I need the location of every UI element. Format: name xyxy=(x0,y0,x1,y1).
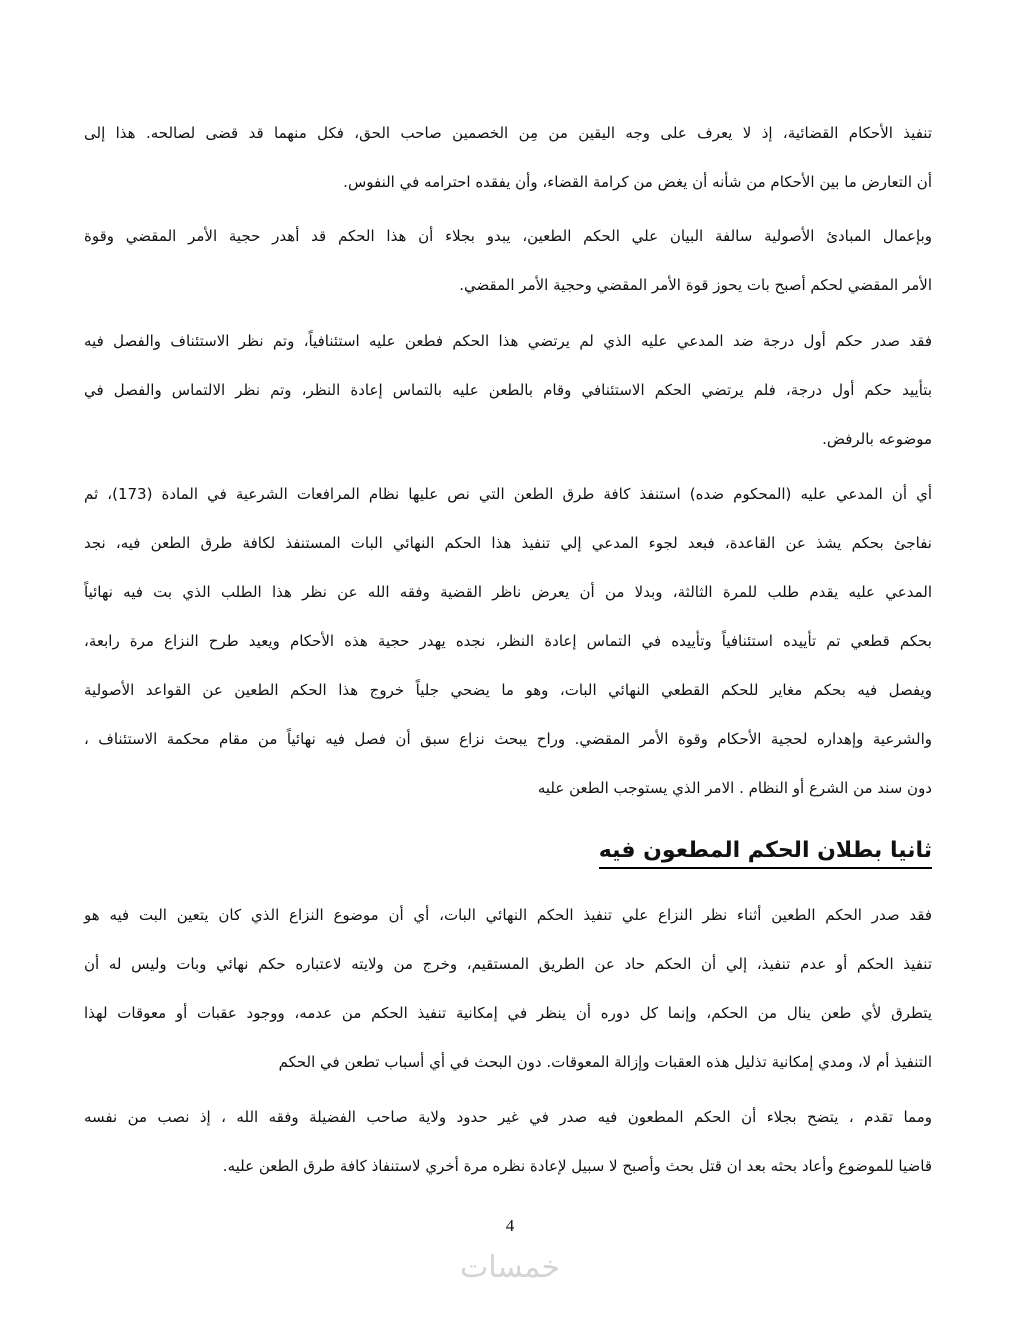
paragraph-5-line: يتطرق لأي طعن ينال من الحكم، وإنما كل دوره أن ينظر في إمكانية تنفيذ الحكم من عدمه، ووجود عقبات أو معوقات لهذا xyxy=(84,1004,932,1022)
watermark-logo: خمسات xyxy=(459,1250,561,1285)
paragraph-5-line: التنفيذ أم لا، ومدي إمكانية تذليل هذه العقبات وإزالة المعوقات. دون البحث في أي أسباب تطعن في الحكم xyxy=(278,1053,932,1071)
paragraph-4-line: أي أن المدعي عليه (المحكوم ضده) استنفذ كافة طرق الطعن التي نص عليها نظام المرافعات الشرعية في المادة (173)، ثم xyxy=(84,485,933,503)
paragraph-4-line: دون سند من الشرع أو النظام . الامر الذي يستوجب الطعن عليه xyxy=(537,779,932,797)
paragraph-6-line: ومما تقدم ، يتضح بجلاء أن الحكم المطعون فيه صدر في غير حدود ولاية صاحب الفضيلة وفقه الله ، إذ نصب من نفسه xyxy=(84,1108,932,1126)
paragraph-4-line: بحكم قطعي تم تأييده استئنافياً وتأييده في التماس إعادة النظر، نجده يهدر حجية هذه الأحكام ويعيد طرح النزاع مرة رابعة، xyxy=(84,632,932,650)
page-number: 4 xyxy=(505,1216,515,1235)
paragraph-6-line: قاضيا للموضوع وأعاد بحثه بعد ان قتل بحث وأصبح لا سبيل لإعادة نظره مرة أخري لاستنفاذ كافة طرق الطعن عليه. xyxy=(222,1157,932,1175)
paragraph-4-line: والشرعية وإهداره لحجية الأحكام وقوة الأمر المقضي. وراح يبحث نزاع سبق أن فصل فيه نهائياً من مقام محكمة الاستئناف ، xyxy=(84,730,932,748)
paragraph-5-line: فقد صدر الحكم الطعين أثناء نظر النزاع علي تنفيذ الحكم النهائي البات، أي أن موضوع النزاع الذي كان يتعين البت فيه هو xyxy=(84,906,932,924)
paragraph-2-line: وبإعمال المبادئ الأصولية سالفة البيان علي الحكم الطعين، يبدو بجلاء أن هذا الحكم قد أهدر حجية الأمر المقضي وقوة xyxy=(84,227,932,245)
paragraph-1-line: أن التعارض ما بين الأحكام من شأنه أن يغض من كرامة القضاء، وأن يفقده احترامه في النفوس. xyxy=(343,173,932,191)
paragraph-4-line: المدعي عليه يقدم طلب للمرة الثالثة، وبدلا من أن يعرض ناظر القضية وفقه الله عن نظر هذا الطلب الذي بت فيه نهائياً xyxy=(84,583,932,601)
paragraph-3-line: موضوعه بالرفض. xyxy=(822,430,932,448)
section-heading: ثانيا بطلان الحكم المطعون فيه xyxy=(599,836,932,869)
paragraph-3-line: فقد صدر حكم أول درجة ضد المدعي عليه الذي لم يرتضي هذا الحكم فطعن عليه استئنافياً، وتم نظر الاستئناف والفصل فيه xyxy=(84,332,932,350)
paragraph-3-line: بتأييد حكم أول درجة، فلم يرتضي الحكم الاستئنافي وقام بالطعن عليه بالتماس إعادة النظر، وتم نظر الالتماس والفصل في xyxy=(84,381,932,399)
paragraph-4-line: ويفصل فيه بحكم مغاير للحكم القطعي النهائي البات، وهو ما يضحي جلياً خروج هذا الحكم الطعين عن القواعد الأصولية xyxy=(84,681,932,699)
paragraph-4-line: نفاجئ بحكم يشذ عن القاعدة، فبعد لجوء المدعي إلي تنفيذ هذا الحكم النهائي البات المستنفذ لكافة طرق الطعن فيه، نجد xyxy=(84,534,932,552)
paragraph-5-line: تنفيذ الحكم أو عدم تنفيذ، إلي أن الحكم حاد عن الطريق المستقيم، وخرج من ولايته لاعتباره حكم نهائي وبات وليس له أن xyxy=(84,955,932,973)
paragraph-2-line: الأمر المقضي لحكم أصبح بات يحوز قوة الأمر المقضي وحجية الأمر المقضي. xyxy=(459,276,932,294)
paragraph-1-line: تنفيذ الأحكام القضائية، إذ لا يعرف على وجه اليقين من مِن الخصمين صاحب الحق، فكل منهما قد قضى لصالحه. هذا إلى xyxy=(84,124,932,142)
